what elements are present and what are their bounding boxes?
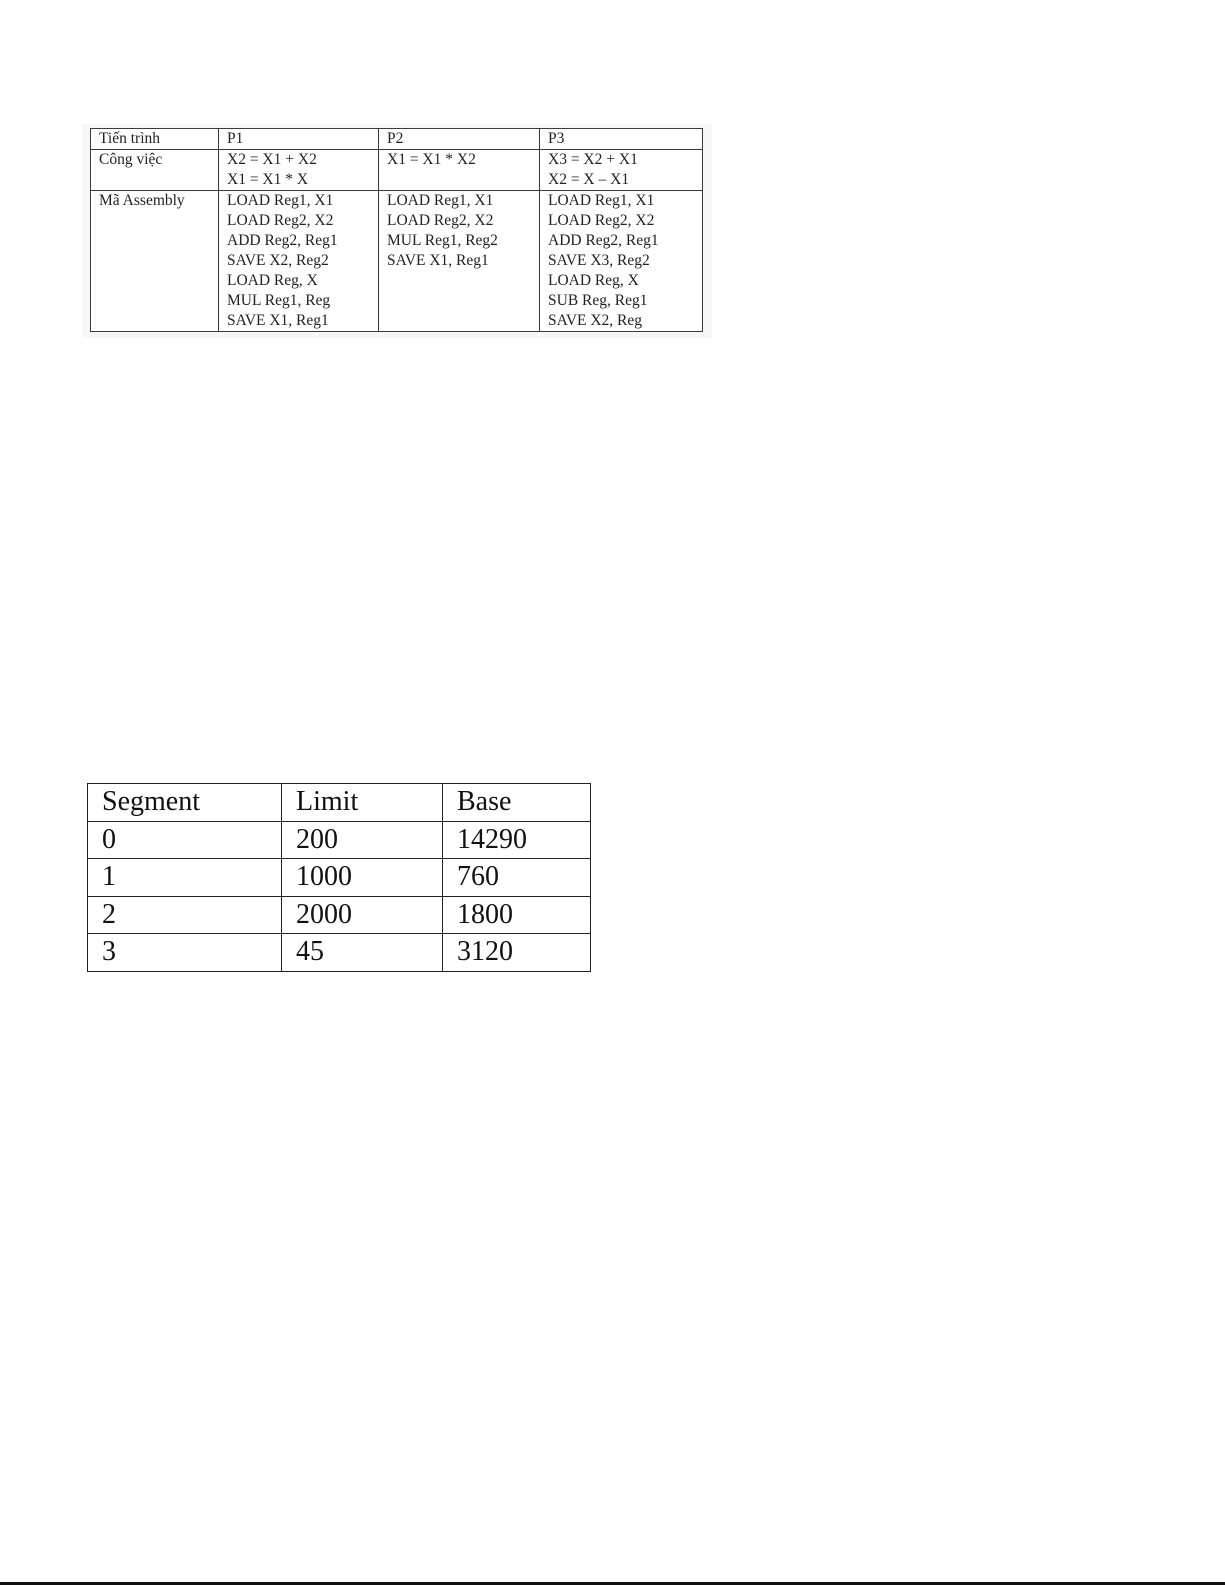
base-cell: 14290 <box>443 821 591 859</box>
task-line: X2 = X1 + X2 <box>227 151 317 168</box>
process-table <box>90 128 703 332</box>
assembly-cell-p3 <box>540 191 703 332</box>
assembly-line: SUB Reg, Reg1 <box>548 292 648 309</box>
base-cell: 3120 <box>443 934 591 972</box>
task-cell-p2 <box>379 150 540 191</box>
segment-cell: 3 <box>88 934 282 972</box>
process-table-assembly-row <box>91 191 703 332</box>
header-cell-p1: P1 <box>219 129 379 150</box>
assembly-line: MUL Reg1, Reg2 <box>387 232 498 249</box>
assembly-line: SAVE X2, Reg <box>548 312 643 329</box>
header-cell-segment: Segment <box>88 784 282 822</box>
task-line: X2 = X – X1 <box>548 171 630 188</box>
process-table-image <box>82 124 712 338</box>
limit-cell: 1000 <box>282 859 443 897</box>
assembly-line: SAVE X3, Reg2 <box>548 252 650 269</box>
assembly-line: MUL Reg1, Reg <box>227 292 331 309</box>
task-line: X1 = X1 * X <box>227 171 309 188</box>
task-cell-p1 <box>219 150 379 191</box>
assembly-line: LOAD Reg2, X2 <box>387 212 494 229</box>
assembly-line: LOAD Reg1, X1 <box>227 192 334 209</box>
task-row-label: Công việc <box>91 150 219 191</box>
assembly-line: LOAD Reg, X <box>548 272 639 289</box>
segment-cell: 0 <box>88 821 282 859</box>
table-row <box>88 896 591 934</box>
assembly-line: LOAD Reg, X <box>227 272 318 289</box>
task-line: X1 = X1 * X2 <box>387 151 476 168</box>
assembly-line: LOAD Reg1, X1 <box>548 192 655 209</box>
task-line: X3 = X2 + X1 <box>548 151 638 168</box>
assembly-row-label: Mã Assembly <box>91 191 219 332</box>
process-table-task-row <box>91 150 703 191</box>
header-cell-process: Tiến trình <box>91 129 219 150</box>
limit-cell: 45 <box>282 934 443 972</box>
process-table-header-row <box>91 129 703 150</box>
segment-table-header-row <box>88 784 591 822</box>
segment-table <box>87 783 591 972</box>
assembly-line: ADD Reg2, Reg1 <box>227 232 338 249</box>
assembly-line: SAVE X2, Reg2 <box>227 252 329 269</box>
base-cell: 760 <box>443 859 591 897</box>
header-cell-base: Base <box>443 784 591 822</box>
table-row <box>88 859 591 897</box>
assembly-cell-p2 <box>379 191 540 332</box>
base-cell: 1800 <box>443 896 591 934</box>
header-cell-p3: P3 <box>540 129 703 150</box>
limit-cell: 2000 <box>282 896 443 934</box>
limit-cell: 200 <box>282 821 443 859</box>
task-cell-p3 <box>540 150 703 191</box>
segment-cell: 1 <box>88 859 282 897</box>
assembly-cell-p1 <box>219 191 379 332</box>
assembly-line: LOAD Reg2, X2 <box>227 212 334 229</box>
assembly-line: SAVE X1, Reg1 <box>227 312 329 329</box>
table-row <box>88 934 591 972</box>
header-cell-limit: Limit <box>282 784 443 822</box>
assembly-line: SAVE X1, Reg1 <box>387 252 489 269</box>
header-cell-p2: P2 <box>379 129 540 150</box>
assembly-line: LOAD Reg2, X2 <box>548 212 655 229</box>
segment-cell: 2 <box>88 896 282 934</box>
table-row <box>88 821 591 859</box>
assembly-line: LOAD Reg1, X1 <box>387 192 494 209</box>
assembly-line: ADD Reg2, Reg1 <box>548 232 659 249</box>
